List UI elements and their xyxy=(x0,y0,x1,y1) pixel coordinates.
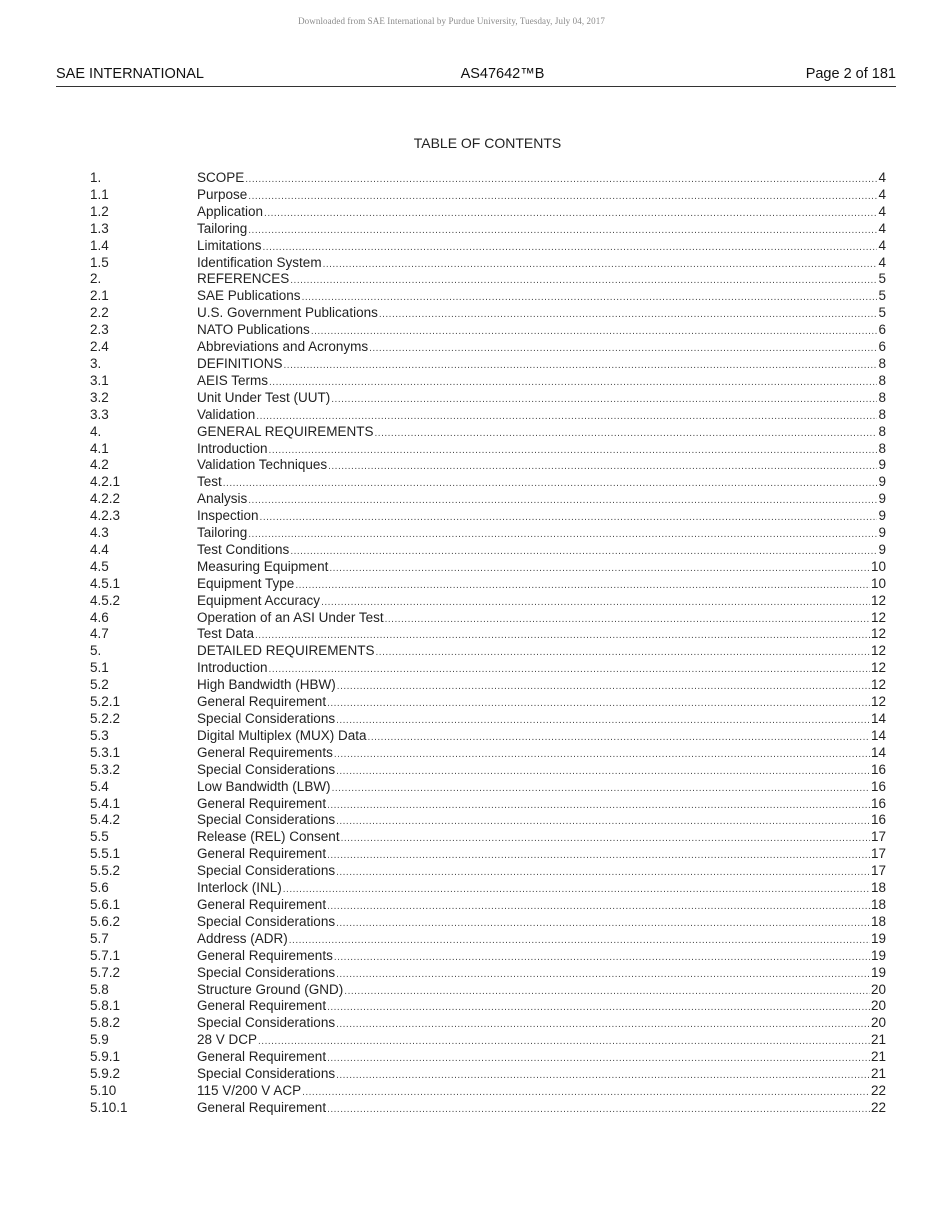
toc-entry-number: 5.2.1 xyxy=(90,694,121,710)
toc-dot-leader xyxy=(336,1017,870,1032)
toc-dot-leader xyxy=(284,358,878,373)
toc-entry[interactable] xyxy=(90,559,886,576)
toc-entry-title: Introduction xyxy=(197,440,268,456)
toc-entry-title: Address (ADR) xyxy=(197,930,288,946)
toc-entry-title: General Requirement xyxy=(197,694,327,710)
toc-entry-number: 5.10.1 xyxy=(90,1099,128,1115)
toc-entry[interactable] xyxy=(90,1083,886,1100)
toc-dot-leader xyxy=(327,848,870,863)
toc-entry-page: 16 xyxy=(870,761,886,777)
toc-dot-leader xyxy=(302,1085,870,1100)
toc-entry-page: 5 xyxy=(878,288,886,304)
toc-entry-number: 4.7 xyxy=(90,626,109,642)
toc-dot-leader xyxy=(264,206,877,221)
toc-entry-title: Equipment Accuracy xyxy=(197,592,321,608)
toc-entry[interactable] xyxy=(90,305,886,322)
toc-entry[interactable] xyxy=(90,931,886,948)
toc-entry-title: Measuring Equipment xyxy=(197,558,329,574)
toc-entry-title: AEIS Terms xyxy=(197,372,269,388)
download-watermark: Downloaded from SAE International by Purdue University, Tuesday, July 04, 2017 xyxy=(298,16,605,26)
toc-dot-leader xyxy=(328,459,877,474)
toc-dot-leader xyxy=(323,257,878,272)
toc-entry-title: General Requirements xyxy=(197,744,333,760)
toc-entry[interactable] xyxy=(90,897,886,914)
toc-entry-page: 19 xyxy=(870,930,886,946)
toc-entry-title: Purpose xyxy=(197,186,248,202)
toc-entry[interactable] xyxy=(90,677,886,694)
toc-entry[interactable] xyxy=(90,390,886,407)
toc-entry-page: 12 xyxy=(870,677,886,693)
toc-entry-page: 8 xyxy=(878,355,886,371)
toc-entry-page: 20 xyxy=(870,1015,886,1031)
toc-entry[interactable] xyxy=(90,221,886,238)
toc-entry[interactable] xyxy=(90,271,886,288)
toc-entry-number: 5.9.2 xyxy=(90,1066,121,1082)
toc-entry-number: 3.1 xyxy=(90,372,109,388)
toc-dot-leader xyxy=(248,493,877,508)
toc-entry[interactable] xyxy=(90,187,886,204)
toc-entry-page: 19 xyxy=(870,964,886,980)
toc-entry-number: 5.8 xyxy=(90,981,109,997)
toc-entry-title: Interlock (INL) xyxy=(197,880,282,896)
toc-entry-number: 5.6.1 xyxy=(90,896,121,912)
toc-entry-title: General Requirements xyxy=(197,947,333,963)
toc-entry-number: 1.1 xyxy=(90,186,109,202)
toc-entry-number: 5.3 xyxy=(90,727,109,743)
toc-entry-title: Structure Ground (GND) xyxy=(197,981,344,997)
toc-dot-leader xyxy=(329,561,870,576)
toc-entry-title: Operation of an ASI Under Test xyxy=(197,609,384,625)
toc-entry[interactable] xyxy=(90,1100,886,1117)
toc-entry-title: Identification System xyxy=(197,254,322,270)
toc-dot-leader xyxy=(334,950,870,965)
toc-entry[interactable] xyxy=(90,829,886,846)
toc-dot-leader xyxy=(369,341,877,356)
page-header xyxy=(56,66,896,87)
toc-entry-title: SAE Publications xyxy=(197,288,301,304)
toc-dot-leader xyxy=(290,273,877,288)
toc-entry-page: 19 xyxy=(870,947,886,963)
toc-dot-leader xyxy=(327,899,870,914)
toc-entry[interactable] xyxy=(90,1066,886,1083)
toc-dot-leader xyxy=(375,426,878,441)
toc-entry[interactable] xyxy=(90,474,886,491)
toc-dot-leader xyxy=(327,1000,870,1015)
toc-entry[interactable] xyxy=(90,1032,886,1049)
toc-title: TABLE OF CONTENTS xyxy=(413,135,562,151)
toc-entry-page: 16 xyxy=(870,778,886,794)
toc-entry-page: 22 xyxy=(870,1099,886,1115)
toc-entry-number: 4.5.1 xyxy=(90,575,121,591)
toc-entry-page: 6 xyxy=(878,339,886,355)
toc-entry-number: 5.10 xyxy=(90,1082,117,1098)
toc-dot-leader xyxy=(269,443,878,458)
toc-entry-page: 12 xyxy=(870,643,886,659)
table-of-contents xyxy=(90,170,886,1117)
toc-entry-page: 5 xyxy=(878,271,886,287)
toc-entry-number: 2. xyxy=(90,271,102,287)
toc-entry[interactable] xyxy=(90,491,886,508)
toc-entry-page: 20 xyxy=(870,998,886,1014)
toc-entry-page: 8 xyxy=(878,440,886,456)
toc-entry-number: 5.4.1 xyxy=(90,795,121,811)
toc-entry-number: 5.5 xyxy=(90,829,109,845)
toc-entry-page: 10 xyxy=(870,575,886,591)
toc-dot-leader xyxy=(336,916,870,931)
header-page-label: Page 2 of 181 xyxy=(805,66,896,82)
toc-dot-leader xyxy=(256,409,877,424)
toc-entry-page: 8 xyxy=(878,389,886,405)
toc-entry[interactable] xyxy=(90,288,886,305)
toc-entry-title: DEFINITIONS xyxy=(197,355,283,371)
toc-entry-number: 4.2.3 xyxy=(90,508,121,524)
toc-dot-leader xyxy=(269,662,870,677)
toc-dot-leader xyxy=(290,544,877,559)
toc-entry-page: 14 xyxy=(870,711,886,726)
toc-entry-number: 5.9 xyxy=(90,1032,109,1048)
toc-entry[interactable] xyxy=(90,204,886,221)
toc-entry-page: 18 xyxy=(870,913,886,929)
toc-entry-number: 5.5.2 xyxy=(90,863,121,879)
toc-dot-leader xyxy=(337,679,870,694)
toc-entry-title: DETAILED REQUIREMENTS xyxy=(197,643,375,659)
toc-entry-title: General Requirement xyxy=(197,795,327,811)
toc-entry-number: 4.2.1 xyxy=(90,474,121,490)
toc-entry[interactable] xyxy=(90,660,886,677)
toc-entry-page: 17 xyxy=(870,846,886,862)
toc-entry-page: 9 xyxy=(878,508,886,524)
toc-dot-leader xyxy=(258,1034,870,1049)
toc-entry-page: 14 xyxy=(870,727,886,743)
header-organization: SAE INTERNATIONAL xyxy=(56,66,204,82)
toc-entry[interactable] xyxy=(90,948,886,965)
toc-entry[interactable] xyxy=(90,508,886,525)
toc-entry-page: 8 xyxy=(878,406,886,422)
toc-entry-title: General Requirement xyxy=(197,1049,327,1065)
toc-entry-title: Tailoring xyxy=(197,220,248,236)
toc-entry-page: 9 xyxy=(878,474,886,490)
toc-entry[interactable] xyxy=(90,255,886,272)
toc-entry-title: Special Considerations xyxy=(197,711,336,726)
toc-entry-number: 5.6.2 xyxy=(90,913,121,929)
toc-entry-page: 21 xyxy=(870,1066,886,1082)
toc-dot-leader xyxy=(260,510,878,525)
toc-entry-title: Special Considerations xyxy=(197,1015,336,1031)
toc-dot-leader xyxy=(376,645,870,660)
toc-entry-number: 4.2 xyxy=(90,457,109,473)
toc-entry[interactable] xyxy=(90,339,886,356)
toc-entry-number: 5.7 xyxy=(90,930,109,946)
toc-entry-number: 5.1 xyxy=(90,660,109,676)
toc-entry-number: 4.5 xyxy=(90,558,109,574)
toc-entry-number: 2.4 xyxy=(90,339,109,355)
toc-entry-title: Validation Techniques xyxy=(197,457,328,473)
toc-entry-page: 12 xyxy=(870,660,886,676)
toc-entry-number: 3.3 xyxy=(90,406,109,422)
toc-entry-page: 9 xyxy=(878,491,886,507)
toc-entry-number: 5.7.1 xyxy=(90,947,121,963)
toc-entry-number: 5.8.1 xyxy=(90,998,121,1014)
toc-dot-leader xyxy=(295,578,870,593)
toc-dot-leader xyxy=(311,324,878,339)
toc-entry[interactable] xyxy=(90,1015,886,1032)
toc-entry[interactable] xyxy=(90,441,886,458)
toc-entry-page: 12 xyxy=(870,626,886,642)
toc-entry[interactable] xyxy=(90,457,886,474)
toc-entry-page: 14 xyxy=(870,744,886,760)
toc-entry-number: 5.7.2 xyxy=(90,964,121,980)
toc-dot-leader xyxy=(368,730,870,745)
toc-entry[interactable] xyxy=(90,745,886,762)
toc-entry-title: General Requirement xyxy=(197,896,327,912)
toc-dot-leader xyxy=(327,1051,870,1066)
toc-entry[interactable] xyxy=(90,846,886,863)
toc-dot-leader xyxy=(332,781,870,796)
toc-entry-page: 8 xyxy=(878,372,886,388)
toc-entry-title: Test Conditions xyxy=(197,541,290,557)
toc-entry-title: Introduction xyxy=(197,660,268,676)
toc-entry[interactable] xyxy=(90,525,886,542)
toc-dot-leader xyxy=(248,189,877,204)
toc-entry-number: 3. xyxy=(90,355,102,371)
toc-entry-title: Inspection xyxy=(197,508,259,524)
toc-entry-title: General Requirement xyxy=(197,846,327,862)
toc-entry-page: 4 xyxy=(878,203,886,219)
toc-entry-page: 20 xyxy=(870,981,886,997)
toc-dot-leader xyxy=(336,764,870,779)
toc-entry-number: 4.2.2 xyxy=(90,491,121,507)
toc-dot-leader xyxy=(263,240,878,255)
toc-entry-title: High Bandwidth (HBW) xyxy=(197,677,336,693)
toc-entry-page: 21 xyxy=(870,1032,886,1048)
toc-entry-title: Special Considerations xyxy=(197,761,336,777)
toc-entry-number: 4.5.2 xyxy=(90,592,121,608)
toc-entry-number: 3.2 xyxy=(90,389,109,405)
toc-dot-leader xyxy=(321,595,870,610)
toc-dot-leader xyxy=(327,1102,870,1117)
toc-entry-number: 5.4 xyxy=(90,778,109,794)
toc-entry-number: 4.4 xyxy=(90,541,109,557)
toc-entry-page: 21 xyxy=(870,1049,886,1065)
toc-entry-page: 18 xyxy=(870,896,886,912)
toc-entry-title: Test Data xyxy=(197,626,255,642)
toc-entry-number: 1.4 xyxy=(90,237,109,253)
header-document-id: AS47642™B xyxy=(460,66,545,82)
toc-dot-leader xyxy=(248,223,877,238)
toc-entry-page: 4 xyxy=(878,186,886,202)
toc-dot-leader xyxy=(336,814,870,829)
toc-entry-page: 18 xyxy=(870,880,886,896)
toc-dot-leader xyxy=(283,882,870,897)
toc-entry-title: Digital Multiplex (MUX) Data xyxy=(197,727,367,743)
toc-entry-number: 4. xyxy=(90,423,102,439)
toc-entry-page: 12 xyxy=(870,609,886,625)
toc-entry-page: 6 xyxy=(878,322,886,338)
toc-entry[interactable] xyxy=(90,542,886,559)
toc-entry-title: Tailoring xyxy=(197,525,248,541)
toc-entry-title: Limitations xyxy=(197,237,262,253)
toc-entry[interactable] xyxy=(90,407,886,424)
toc-entry-number: 5.5.1 xyxy=(90,846,121,862)
toc-entry-number: 5.3.2 xyxy=(90,761,121,777)
toc-dot-leader xyxy=(255,628,870,643)
toc-entry-title: Equipment Type xyxy=(197,575,295,591)
toc-entry[interactable] xyxy=(90,694,886,711)
toc-entry-title: U.S. Government Publications xyxy=(197,305,378,321)
toc-entry[interactable] xyxy=(90,728,886,745)
toc-entry-title: NATO Publications xyxy=(197,322,310,338)
toc-entry-page: 10 xyxy=(870,558,886,574)
toc-entry-number: 1.3 xyxy=(90,220,109,236)
toc-entry-page: 4 xyxy=(878,170,886,185)
toc-entry[interactable] xyxy=(90,593,886,610)
toc-entry-title: Special Considerations xyxy=(197,964,336,980)
toc-entry-number: 5.4.2 xyxy=(90,812,121,828)
toc-entry-title: Application xyxy=(197,203,264,219)
toc-entry-page: 16 xyxy=(870,795,886,811)
toc-entry-title: SCOPE xyxy=(197,170,245,185)
toc-entry[interactable] xyxy=(90,626,886,643)
toc-entry-title: General Requirement xyxy=(197,1099,327,1115)
toc-entry-page: 8 xyxy=(878,423,886,439)
toc-entry-number: 5. xyxy=(90,643,102,659)
toc-entry[interactable] xyxy=(90,998,886,1015)
toc-entry-number: 5.8.2 xyxy=(90,1015,121,1031)
toc-entry-number: 5.9.1 xyxy=(90,1049,121,1065)
toc-dot-leader xyxy=(327,798,870,813)
toc-entry-title: Special Considerations xyxy=(197,913,336,929)
toc-entry-title: General Requirement xyxy=(197,998,327,1014)
toc-dot-leader xyxy=(269,375,877,390)
toc-dot-leader xyxy=(336,967,870,982)
toc-entry-title: REFERENCES xyxy=(197,271,290,287)
toc-entry-title: Unit Under Test (UUT) xyxy=(197,389,331,405)
toc-entry[interactable] xyxy=(90,170,886,187)
toc-entry-page: 17 xyxy=(870,863,886,879)
toc-entry[interactable] xyxy=(90,965,886,982)
toc-entry[interactable] xyxy=(90,812,886,829)
toc-entry[interactable] xyxy=(90,238,886,255)
toc-entry[interactable] xyxy=(90,762,886,779)
toc-entry[interactable] xyxy=(90,982,886,999)
toc-entry-title: Validation xyxy=(197,406,256,422)
toc-dot-leader xyxy=(336,713,870,728)
toc-entry[interactable] xyxy=(90,1049,886,1066)
toc-entry-number: 5.2.2 xyxy=(90,711,121,726)
toc-entry-page: 22 xyxy=(870,1082,886,1098)
toc-entry-title: 28 V DCP xyxy=(197,1032,258,1048)
toc-dot-leader xyxy=(327,696,870,711)
toc-entry-title: Special Considerations xyxy=(197,863,336,879)
toc-dot-leader xyxy=(344,984,870,999)
toc-dot-leader xyxy=(289,933,870,948)
toc-entry-page: 12 xyxy=(870,694,886,710)
toc-entry-number: 4.3 xyxy=(90,525,109,541)
toc-entry-page: 16 xyxy=(870,812,886,828)
toc-entry-page: 4 xyxy=(878,220,886,236)
toc-entry-number: 1.2 xyxy=(90,203,109,219)
toc-entry[interactable] xyxy=(90,880,886,897)
toc-entry-page: 5 xyxy=(878,305,886,321)
toc-entry-number: 2.1 xyxy=(90,288,109,304)
toc-entry-page: 12 xyxy=(870,592,886,608)
toc-entry-number: 1.5 xyxy=(90,254,109,270)
toc-entry-title: Special Considerations xyxy=(197,1066,336,1082)
toc-entry[interactable] xyxy=(90,643,886,660)
toc-entry-page: 9 xyxy=(878,525,886,541)
toc-entry[interactable] xyxy=(90,576,886,593)
toc-entry-title: Analysis xyxy=(197,491,248,507)
toc-entry[interactable] xyxy=(90,610,886,627)
toc-entry-number: 1. xyxy=(90,170,102,185)
toc-entry[interactable] xyxy=(90,779,886,796)
toc-dot-leader xyxy=(341,831,870,846)
toc-entry-page: 4 xyxy=(878,254,886,270)
toc-entry-title: Release (REL) Consent xyxy=(197,829,340,845)
toc-dot-leader xyxy=(334,747,870,762)
toc-entry[interactable] xyxy=(90,863,886,880)
toc-entry-title: Low Bandwidth (LBW) xyxy=(197,778,331,794)
toc-entry-page: 9 xyxy=(878,457,886,473)
toc-entry-number: 4.1 xyxy=(90,440,109,456)
toc-entry-page: 17 xyxy=(870,829,886,845)
toc-dot-leader xyxy=(385,612,870,627)
toc-entry[interactable] xyxy=(90,322,886,339)
toc-dot-leader xyxy=(379,307,878,322)
toc-entry-page: 9 xyxy=(878,541,886,557)
toc-dot-leader xyxy=(302,290,878,305)
toc-entry[interactable] xyxy=(90,796,886,813)
toc-dot-leader xyxy=(336,1068,870,1083)
toc-entry-number: 5.3.1 xyxy=(90,744,121,760)
toc-entry-number: 2.2 xyxy=(90,305,109,321)
toc-entry-title: Special Considerations xyxy=(197,812,336,828)
toc-entry-page: 4 xyxy=(878,237,886,253)
toc-entry[interactable] xyxy=(90,356,886,373)
toc-entry-number: 5.2 xyxy=(90,677,109,693)
toc-dot-leader xyxy=(248,527,877,542)
toc-dot-leader xyxy=(245,172,877,187)
toc-dot-leader xyxy=(336,865,870,880)
toc-dot-leader xyxy=(223,476,878,491)
toc-entry-number: 5.6 xyxy=(90,880,109,896)
toc-entry-title: GENERAL REQUIREMENTS xyxy=(197,423,374,439)
toc-entry-number: 4.6 xyxy=(90,609,109,625)
toc-entry-title: 115 V/200 V ACP xyxy=(197,1082,302,1098)
toc-entry-title: Abbreviations and Acronyms xyxy=(197,339,369,355)
toc-entry[interactable] xyxy=(90,711,886,728)
toc-entry[interactable] xyxy=(90,914,886,931)
toc-entry[interactable] xyxy=(90,373,886,390)
toc-entry[interactable] xyxy=(90,424,886,441)
toc-dot-leader xyxy=(331,392,877,407)
toc-entry-title: Test xyxy=(197,474,222,490)
toc-entry-number: 2.3 xyxy=(90,322,109,338)
